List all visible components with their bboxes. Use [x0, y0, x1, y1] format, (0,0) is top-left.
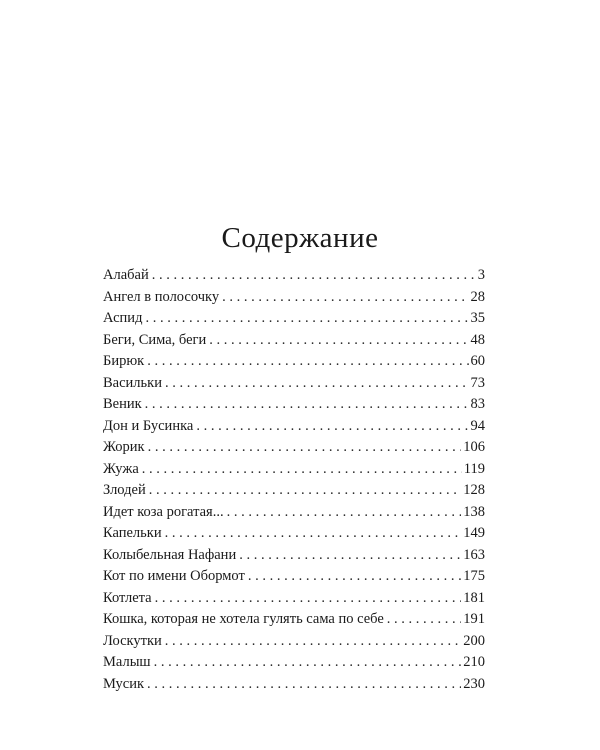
toc-entry-page: 48 — [470, 331, 485, 348]
toc-entry[interactable] — [103, 545, 485, 567]
toc-entry-title: Кошка, которая не хотела гулять сама по себе — [103, 611, 384, 627]
dot-leader — [209, 330, 468, 352]
toc-entry[interactable] — [103, 652, 485, 674]
toc-entry-page: 3 — [477, 267, 485, 283]
toc-entry[interactable] — [103, 609, 485, 631]
toc-entry-page: 83 — [470, 396, 485, 412]
toc-entry-page: 200 — [463, 632, 485, 649]
toc-entry-title: Лоскутки — [103, 632, 162, 649]
toc-entry-title: Колыбельная Нафани — [103, 546, 237, 563]
toc-entry-page: 35 — [470, 310, 485, 326]
toc-entry-page: 138 — [463, 503, 485, 520]
toc-entry-title: Кот по имени Обормот — [103, 568, 245, 584]
toc-entry-page: 210 — [463, 654, 485, 670]
toc-entry-title: Мусик — [103, 675, 145, 692]
toc-entry-title: Дон и Бусинка — [103, 417, 194, 434]
toc-entry-title: Бирюк — [103, 353, 145, 369]
toc-heading: Содержание — [221, 222, 379, 254]
toc-entry[interactable] — [103, 373, 485, 395]
dot-leader — [154, 652, 462, 674]
toc-entry[interactable] — [103, 416, 485, 438]
dot-leader — [387, 609, 461, 631]
dot-leader — [239, 545, 461, 567]
toc-entry-title: Капельки — [103, 525, 162, 541]
toc-entry-title: Идет коза рогатая... — [103, 503, 224, 520]
dot-leader — [155, 588, 462, 610]
toc-entry[interactable] — [103, 523, 485, 545]
toc-entry-page: 28 — [470, 288, 485, 305]
toc-list — [103, 265, 485, 695]
dot-leader — [149, 480, 462, 502]
toc-entry[interactable] — [103, 394, 485, 416]
toc-entry-title: Веник — [103, 396, 142, 412]
dot-leader — [165, 523, 462, 545]
toc-entry-page: 181 — [463, 589, 485, 606]
toc-entry-page: 94 — [470, 417, 485, 434]
toc-entry-page: 230 — [463, 675, 485, 692]
dot-leader — [145, 394, 469, 416]
toc-entry-title: Васильки — [103, 374, 162, 391]
toc-entry[interactable] — [103, 674, 485, 696]
toc-entry[interactable] — [103, 566, 485, 588]
dot-leader — [165, 631, 461, 653]
toc-entry[interactable] — [103, 459, 485, 481]
dot-leader — [222, 287, 468, 309]
toc-entry-page: 163 — [463, 546, 485, 563]
toc-entry-title: Злодей — [103, 482, 146, 498]
dot-leader — [147, 674, 461, 696]
toc-entry[interactable] — [103, 308, 485, 330]
toc-entry-title: Беги, Сима, беги — [103, 331, 207, 348]
dot-leader — [148, 437, 462, 459]
toc-entry-title: Ангел в полосочку — [103, 288, 220, 305]
toc-entry-page: 119 — [463, 460, 485, 477]
toc-entry-page: 128 — [463, 482, 485, 498]
toc-entry-page: 73 — [470, 374, 485, 391]
toc-entry[interactable] — [103, 502, 485, 524]
toc-entry[interactable] — [103, 437, 485, 459]
toc-entry-title: Жорик — [103, 439, 145, 455]
toc-entry-page: 149 — [463, 525, 485, 541]
dot-leader — [227, 502, 462, 524]
toc-entry-title: Алабай — [103, 267, 149, 283]
dot-leader — [142, 459, 462, 481]
dot-leader — [147, 351, 468, 373]
toc-entry[interactable] — [103, 265, 485, 287]
toc-entry[interactable] — [103, 480, 485, 502]
toc-entry-page: 106 — [463, 439, 485, 455]
toc-entry[interactable] — [103, 330, 485, 352]
dot-leader — [165, 373, 469, 395]
toc-entry-title: Аспид — [103, 310, 143, 326]
toc-entry-page: 191 — [463, 611, 485, 627]
toc-entry-title: Малыш — [103, 654, 151, 670]
dot-leader — [152, 265, 476, 287]
toc-entry[interactable] — [103, 351, 485, 373]
dot-leader — [248, 566, 461, 588]
toc-entry-title: Котлета — [103, 589, 152, 606]
toc-entry[interactable] — [103, 287, 485, 309]
toc-entry-page: 60 — [470, 353, 485, 369]
toc-entry-page: 175 — [463, 568, 485, 584]
dot-leader — [145, 308, 468, 330]
dot-leader — [196, 416, 468, 438]
toc-entry[interactable] — [103, 588, 485, 610]
toc-entry-title: Жужа — [103, 460, 139, 477]
toc-entry[interactable] — [103, 631, 485, 653]
